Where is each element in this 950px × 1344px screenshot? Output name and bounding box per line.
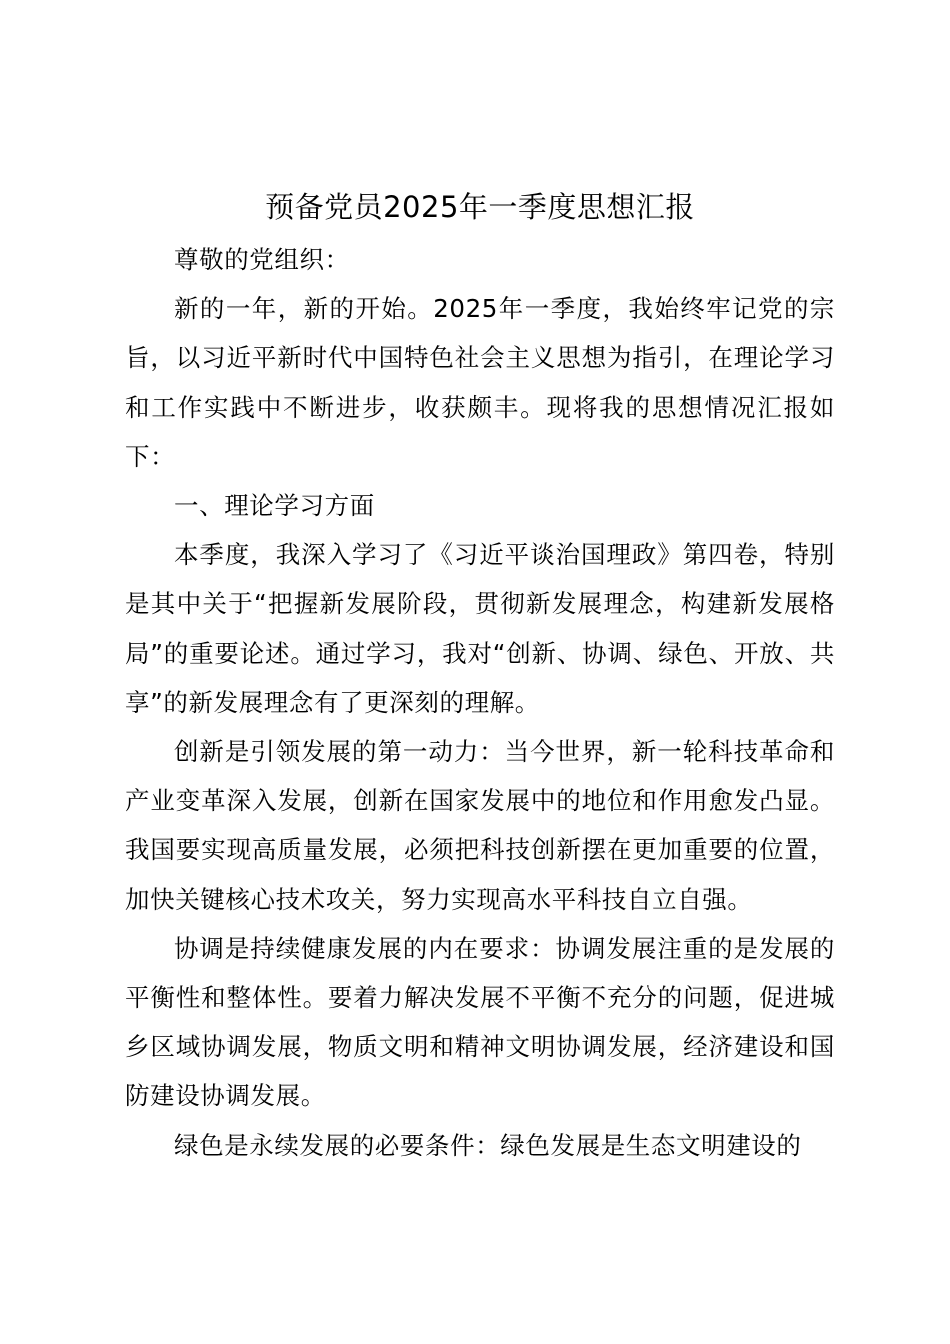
paragraph-innovation: 创新是引领发展的第一动力：当今世界，新一轮科技革命和产业变革深入发展，创新在国家发展中的地位和作用愈发凸显。我国要实现高质量发展，必须把科技创新摆在更加重要的位置，加快关键核心技术攻关，努力实现高水平科技自立自强。 [125,737,835,914]
document-body [125,185,835,1170]
salutation: 尊敬的党组织： [174,245,350,274]
intro-paragraph: 新的一年，新的开始。2025年一季度，我始终牢记党的宗旨，以习近平新时代中国特色社会主义思想为指引，在理论学习和工作实践中不断进步，收获颇丰。现将我的思想情况汇报如下： [125,294,835,471]
paragraph-green: 绿色是永续发展的必要条件：绿色发展是生态文明建设的 [174,1130,802,1160]
paragraph-coordination: 协调是持续健康发展的内在要求：协调发展注重的是发展的平衡性和整体性。要着力解决发展不平衡不充分的问题，促进城乡区域协调发展，物质文明和精神文明协调发展，经济建设和国防建设协调发展。 [125,933,835,1111]
section-heading-theory-study: 一、理论学习方面 [174,491,375,521]
document-title: 预备党员2025年一季度思想汇报 [265,190,695,224]
paragraph-study-volume: 本季度，我深入学习了《习近平谈治国理政》第四卷，特别是其中关于“把握新发展阶段，贯彻新发展理念，构建新发展格局”的重要论述。通过学习，我对“创新、协调、绿色、开放、共享”的新发展理念有了更深刻的理解。 [125,540,835,717]
